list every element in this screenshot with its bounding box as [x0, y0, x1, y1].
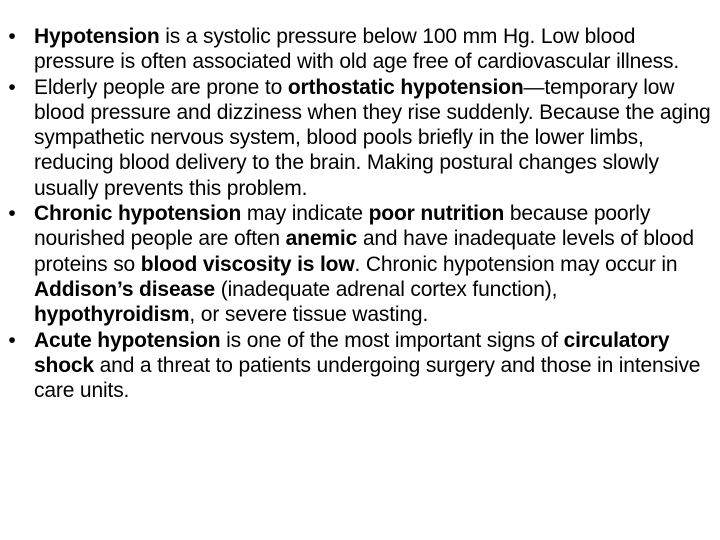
bold-term: hypothyroidism: [34, 303, 190, 327]
bullet-dot-icon: •: [8, 75, 16, 99]
bold-term: Addison’s disease: [34, 277, 216, 301]
bullet-text: , or severe tissue wasting.: [189, 303, 429, 327]
bullet-text: is a systolic pressure below 100 mm Hg. Low blood pressure is often associated with old age free of cardiovascular illness.: [34, 25, 680, 74]
bullet-dot-icon: •: [8, 202, 16, 226]
bold-term: Acute hypotension: [34, 328, 221, 352]
bold-term: orthostatic hypotension: [287, 75, 524, 99]
bold-term: Chronic hypotension: [34, 202, 242, 226]
bullet-text: and a threat to patients undergoing surgery and those in intensive care units.: [34, 353, 701, 403]
bullet-text: may indicate: [241, 202, 369, 226]
bullet-item: [8, 24, 714, 75]
bullet-list: [8, 24, 714, 403]
bullet-dot-icon: •: [8, 25, 16, 48]
bullet-item: [8, 75, 714, 201]
bullet-text: because poorly nourished people are often: [34, 202, 651, 251]
bullet-item: [8, 328, 714, 404]
bullet-dot-icon: •: [8, 328, 16, 352]
bullet-text: (inadequate adrenal cortex function),: [215, 277, 558, 301]
bold-term: anemic: [285, 227, 358, 251]
bold-term: poor nutrition: [368, 202, 505, 226]
bullet-text: Elderly people are prone to: [34, 75, 288, 99]
bold-term: Hypotension: [34, 25, 160, 48]
bullet-text: —temporary low blood pressure and dizziness when they rise suddenly. Because the aging sympathetic nervous system, blood pools briefly in the lower limbs, reducing blood delivery to the brain. Making postural changes slowly usually prevents this problem.: [34, 75, 711, 200]
bullet-item: [8, 201, 714, 327]
bold-term: blood viscosity is low: [140, 252, 355, 276]
bullet-text: and have inadequate levels of blood proteins so: [34, 227, 694, 276]
bullet-text: is one of the most important signs of: [220, 328, 564, 352]
bullet-text: . Chronic hypotension may occur in: [354, 252, 678, 276]
bold-term: circulatory shock: [34, 328, 670, 377]
